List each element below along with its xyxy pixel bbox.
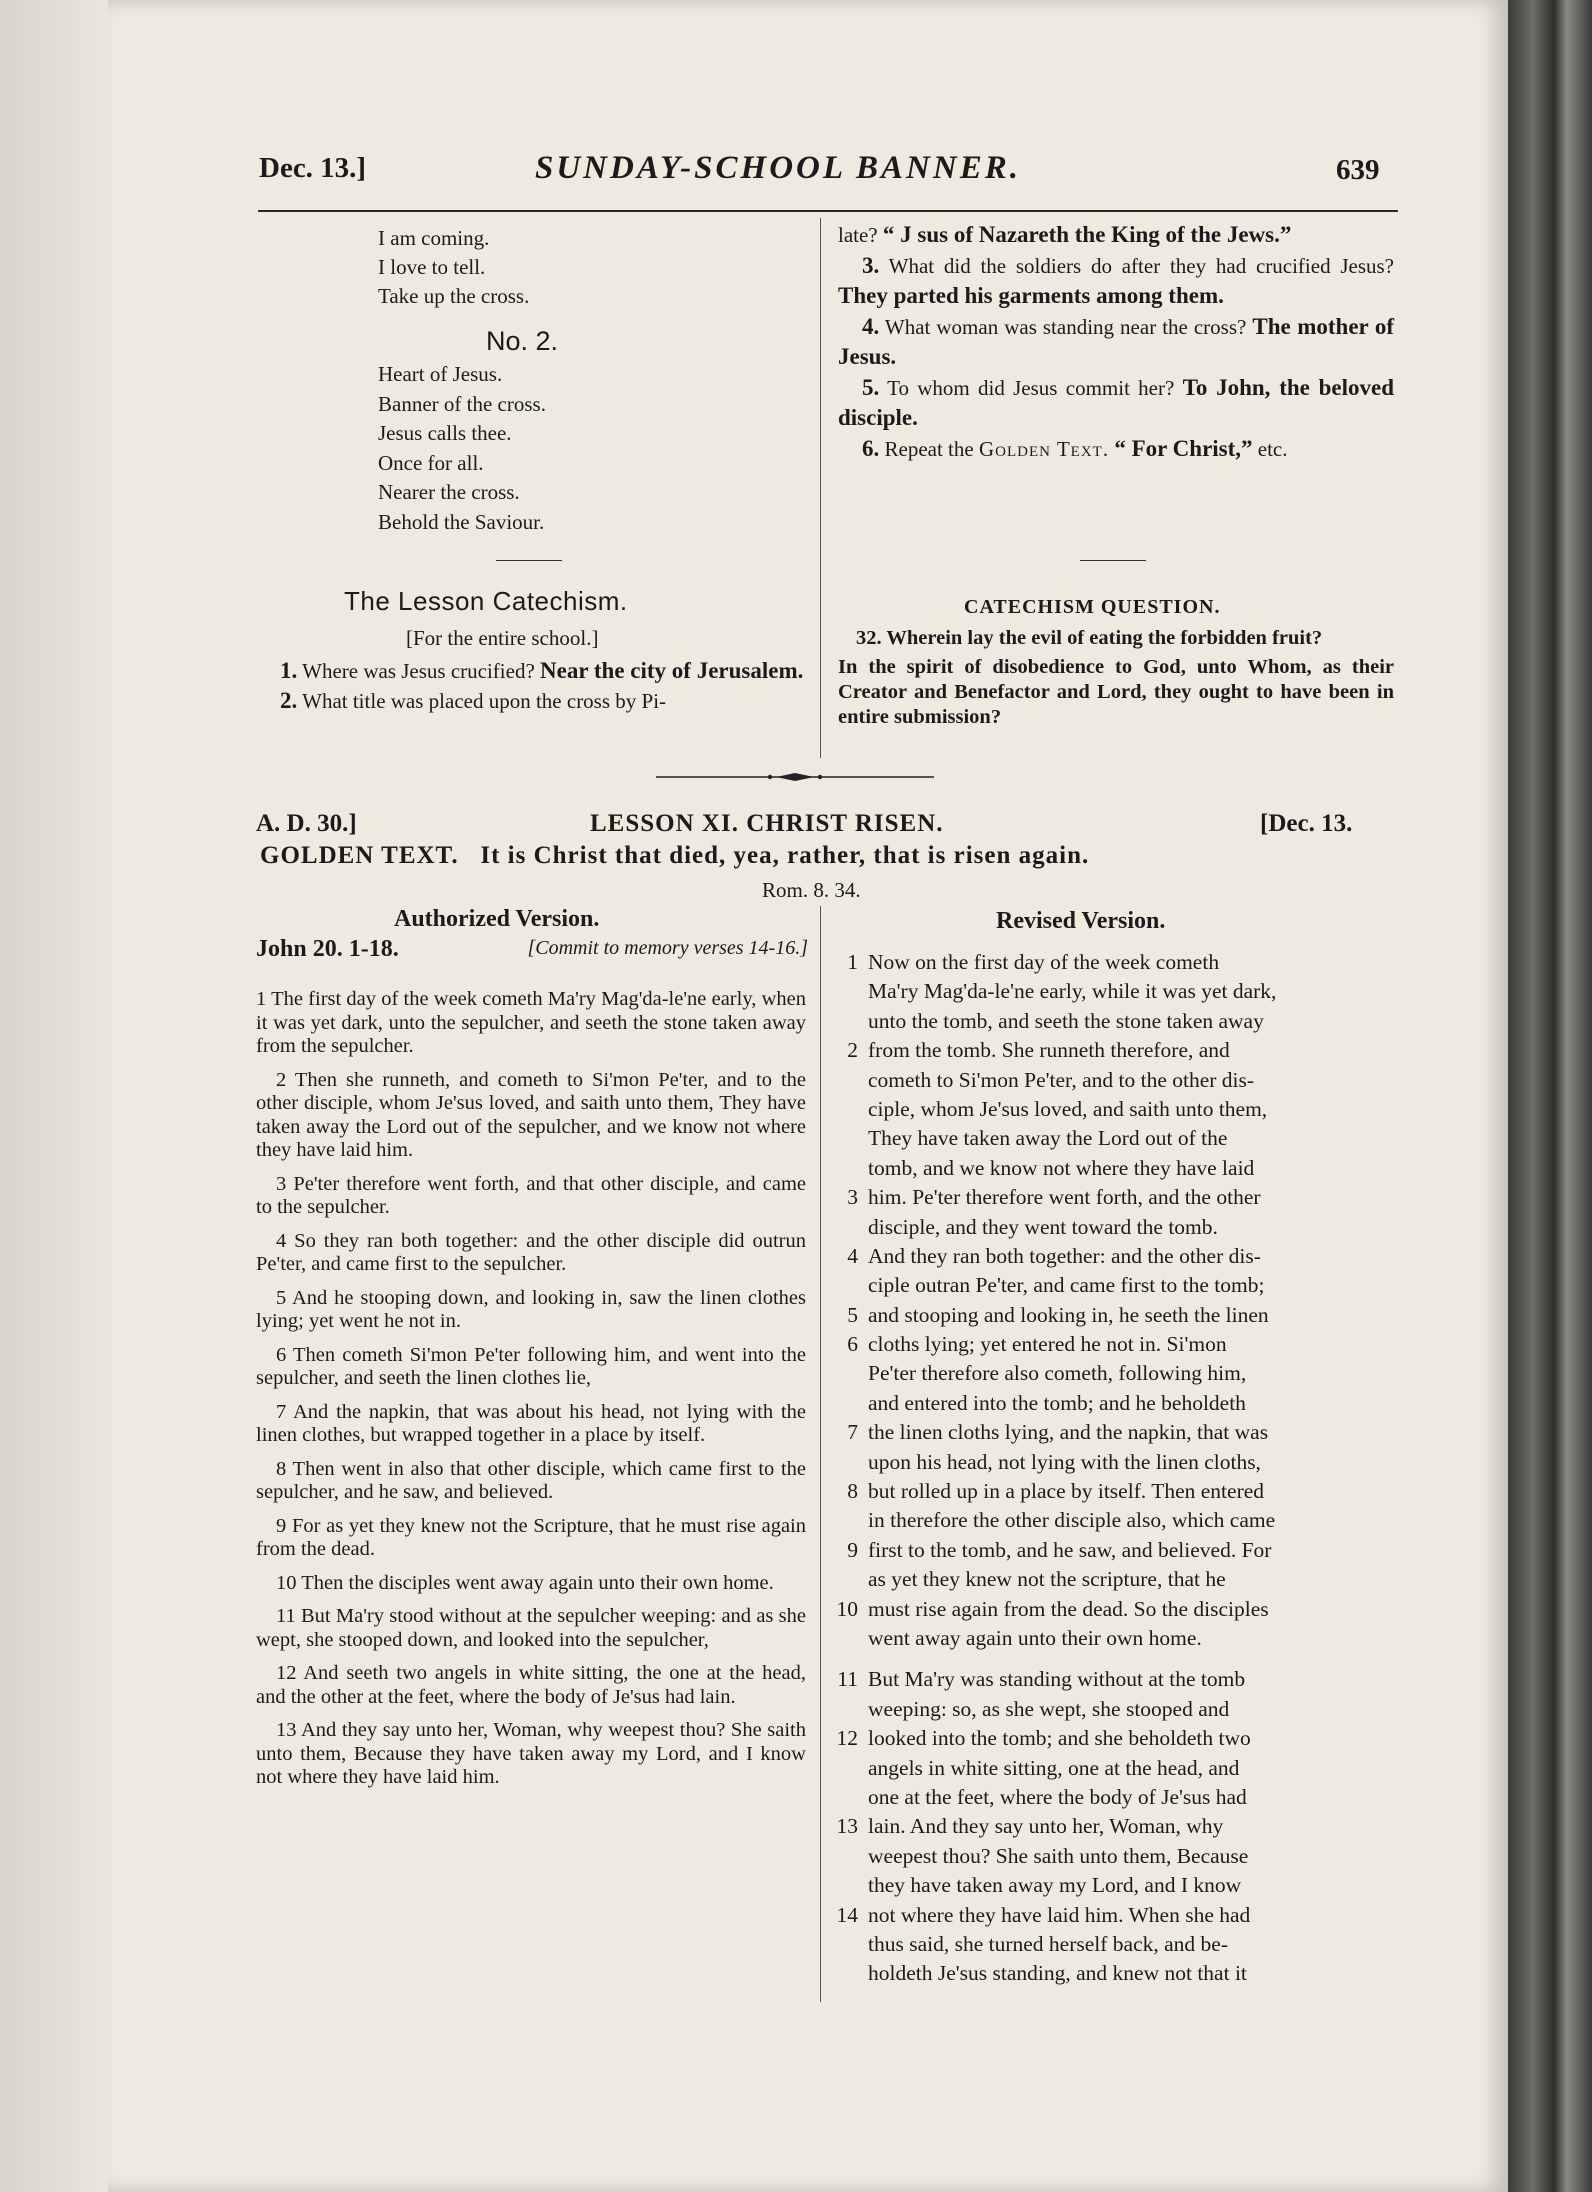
- lesson-date-right: [Dec. 13.: [1260, 810, 1353, 837]
- ornament-divider: [656, 772, 934, 782]
- catechism-subheading: [For the entire school.]: [406, 626, 599, 650]
- catechism-question-2: 2. What title was placed upon the cross by Pi-: [280, 688, 667, 713]
- golden-text-reference: Rom. 8. 34.: [762, 878, 861, 902]
- revised-line: cometh to Si'mon Pe'ter, and to the other dis-: [868, 1067, 1255, 1092]
- hymn-item: Nearer the cross.: [378, 480, 520, 504]
- golden-text-label: GOLDEN TEXT.: [260, 842, 459, 869]
- revised-line: they have taken away my Lord, and I know: [868, 1873, 1242, 1898]
- verse: 12 And seeth two angels in white sitting, the one at the head, and the other at the feet, where the body of Je'sus had lain.: [256, 1662, 806, 1708]
- column-divider-top: [820, 218, 821, 758]
- revised-line: holdeth Je'sus standing, and knew not that it: [868, 1961, 1247, 1986]
- revised-line: 3 him. Pe'ter therefore went forth, and the other: [847, 1185, 1261, 1210]
- passage-reference: John 20. 1-18.: [256, 936, 399, 962]
- revised-paragraph-gap: [868, 1653, 1388, 1665]
- revised-line: 7 the linen cloths lying, and the napkin, that was: [847, 1420, 1269, 1445]
- revised-line: 1 Now on the first day of the week cometh: [847, 950, 1220, 974]
- revised-line: as yet they knew not the scripture, that he: [868, 1567, 1226, 1592]
- authorized-verses: [256, 988, 806, 1800]
- header-date: Dec. 13.]: [259, 152, 367, 184]
- revised-line: 4 And they ran both together: and the other dis-: [847, 1243, 1261, 1268]
- divider: [1080, 560, 1146, 561]
- revised-line: Pe'ter therefore also cometh, following him,: [868, 1361, 1247, 1386]
- hymn-item: Banner of the cross.: [378, 391, 546, 416]
- verse: 4 So they ran both together: and the other disciple did outrun Pe'ter, and came first to the sepulcher.: [256, 1229, 806, 1275]
- revised-line: went away again unto their own home.: [868, 1625, 1202, 1650]
- verse: 13 And they say unto her, Woman, why weepest thou? She saith unto them, Because they have taken away my Lord, and I know not where they have laid him.: [256, 1719, 806, 1788]
- revised-line: ciple outran Pe'ter, and came first to the tomb;: [868, 1273, 1265, 1298]
- verse: 11 But Ma'ry stood without at the sepulcher weeping: and as she wept, she stooped down, and looked into the sepulcher,: [256, 1605, 806, 1651]
- revised-line: 12 looked into the tomb; and she beholdeth two: [836, 1726, 1251, 1751]
- page-left-margin: [0, 0, 108, 2192]
- catechism-continued: [838, 220, 1394, 464]
- hymn-item: Take up the cross.: [378, 284, 530, 308]
- revised-line: weepest thou? She saith unto them, Because: [868, 1843, 1249, 1868]
- hymn-item: Jesus calls thee.: [378, 421, 512, 445]
- revised-line: angels in white sitting, one at the head, and: [868, 1755, 1240, 1780]
- lesson-title: LESSON XI. CHRIST RISEN.: [590, 810, 944, 837]
- golden-text-body: It is Christ that died, yea, rather, that is risen again.: [480, 842, 1090, 869]
- hymn-item: I love to tell.: [378, 255, 486, 279]
- catechism-question-1: 1. Where was Jesus crucified? Near the city of Jerusalem.: [280, 658, 804, 683]
- verse: 3 Pe'ter therefore went forth, and that other disciple, and came to the sepulcher.: [256, 1172, 806, 1218]
- revised-line: 2 from the tomb. She runneth therefore, and: [847, 1038, 1230, 1063]
- catechism-q1-q2: [256, 656, 806, 716]
- hymn-item: I am coming.: [378, 226, 490, 250]
- revised-line: 6 cloths lying; yet entered he not in. Si'mon: [847, 1332, 1227, 1357]
- catechism-question-3: 3. What did the soldiers do after they had crucified Jesus? They parted his garments among them.: [838, 252, 1394, 308]
- revised-line: thus said, she turned herself back, and be-: [868, 1931, 1229, 1956]
- golden-text: [260, 842, 1400, 870]
- column-divider-bottom: [820, 906, 821, 2002]
- header-rule: [258, 210, 1398, 212]
- hymn-list-2: [378, 360, 678, 537]
- catechism-question-32: 32. Wherein lay the evil of eating the forbidden fruit?: [856, 627, 1323, 649]
- revised-line: Ma'ry Mag'da-le'ne early, while it was yet dark,: [868, 979, 1277, 1004]
- verse: 7 And the napkin, that was about his head, not lying with the linen clothes, but wrapped together in a place by itself.: [256, 1400, 806, 1446]
- revised-line: 13 lain. And they say unto her, Woman, why: [836, 1814, 1224, 1839]
- catechism-question-heading: CATECHISM QUESTION.: [964, 596, 1221, 618]
- catechism-question-4: 4. What woman was standing near the cross? The mother of Jesus.: [838, 313, 1394, 369]
- verse: 6 Then cometh Si'mon Pe'ter following him, and went into the sepulcher, and seeth the linen clothes lie,: [256, 1343, 806, 1389]
- revised-line: 8 but rolled up in a place by itself. Then entered: [847, 1479, 1265, 1504]
- memory-verses-note: [Commit to memory verses 14-16.]: [527, 937, 808, 959]
- catechism-answer-32: In the spirit of disobedience to God, unto Whom, as their Creator and Benefactor and Lord, they ought to have been in entire submission?: [838, 656, 1394, 728]
- lesson-date-left: A. D. 30.]: [256, 810, 357, 837]
- revised-line: 14 not where they have laid him. When she had: [836, 1902, 1251, 1927]
- hymn-item: Heart of Jesus.: [378, 362, 503, 386]
- verse: 9 For as yet they knew not the Scripture, that he must rise again from the dead.: [256, 1514, 806, 1560]
- verse: 2 Then she runneth, and cometh to Si'mon Pe'ter, and to the other disciple, whom Je'sus loved, and saith unto them, They have taken away the Lord out of the sepulcher, and we know not where they have laid him.: [256, 1068, 806, 1161]
- catechism-question-2-cont: late? “ J sus of Nazareth the King of the Jews.”: [838, 222, 1292, 247]
- revised-line: and entered into the tomb; and he beholdeth: [868, 1390, 1246, 1415]
- hymn-list-1: [378, 224, 678, 311]
- divider: [496, 560, 562, 561]
- catechism-question-block: [838, 626, 1394, 730]
- revised-line: They have taken away the Lord out of the: [868, 1126, 1228, 1151]
- revised-line: ciple, whom Je'sus loved, and saith unto them,: [868, 1096, 1268, 1121]
- book-binding: [1508, 0, 1592, 2192]
- verse: 1 The first day of the week cometh Ma'ry Mag'da-le'ne early, when it was yet dark, unto the sepulcher, and seeth the stone taken away from the sepulcher.: [256, 988, 806, 1057]
- revised-line: 9 first to the tomb, and he saw, and believed. For: [847, 1537, 1272, 1562]
- revised-line: 10 must rise again from the dead. So the disciples: [836, 1596, 1269, 1621]
- revised-verses: [836, 948, 1388, 1989]
- revised-line: one at the feet, where the body of Je'sus had: [868, 1784, 1247, 1809]
- verse: 5 And he stooping down, and looking in, saw the linen clothes lying; yet went he not in.: [256, 1286, 806, 1332]
- page-number: 639: [1336, 154, 1380, 186]
- hymn-no2-heading: No. 2.: [486, 326, 559, 356]
- hymn-item: Behold the Saviour.: [378, 509, 545, 534]
- revised-line: upon his head, not lying with the linen cloths,: [868, 1449, 1261, 1474]
- verse: 10 Then the disciples went away again unto their own home.: [276, 1571, 774, 1594]
- magazine-title: SUNDAY-SCHOOL BANNER.: [535, 150, 1021, 186]
- revised-line: unto the tomb, and seeth the stone taken away: [868, 1008, 1264, 1033]
- revised-line: tomb, and we know not where they have laid: [868, 1155, 1255, 1180]
- revised-line: 11 But Ma'ry was standing without at the tomb: [837, 1667, 1246, 1692]
- revised-version-heading: Revised Version.: [996, 908, 1166, 934]
- hymn-item: Once for all.: [378, 450, 484, 475]
- catechism-question-6: 6. Repeat the Golden Text. “ For Christ,” etc.: [862, 435, 1288, 461]
- revised-line: weeping: so, as she wept, she stooped and: [868, 1696, 1230, 1721]
- revised-line: 5 and stooping and looking in, he seeth the linen: [847, 1302, 1269, 1327]
- catechism-question-5: 5. To whom did Jesus commit her? To John, the beloved disciple.: [838, 374, 1395, 430]
- revised-line: disciple, and they went toward the tomb.: [868, 1214, 1218, 1239]
- revised-line: in therefore the other disciple also, which came: [868, 1508, 1276, 1533]
- authorized-version-heading: Authorized Version.: [394, 906, 600, 932]
- catechism-heading: The Lesson Catechism.: [344, 586, 628, 616]
- verse: 8 Then went in also that other disciple, which came first to the sepulcher, and he saw, and believed.: [256, 1457, 806, 1503]
